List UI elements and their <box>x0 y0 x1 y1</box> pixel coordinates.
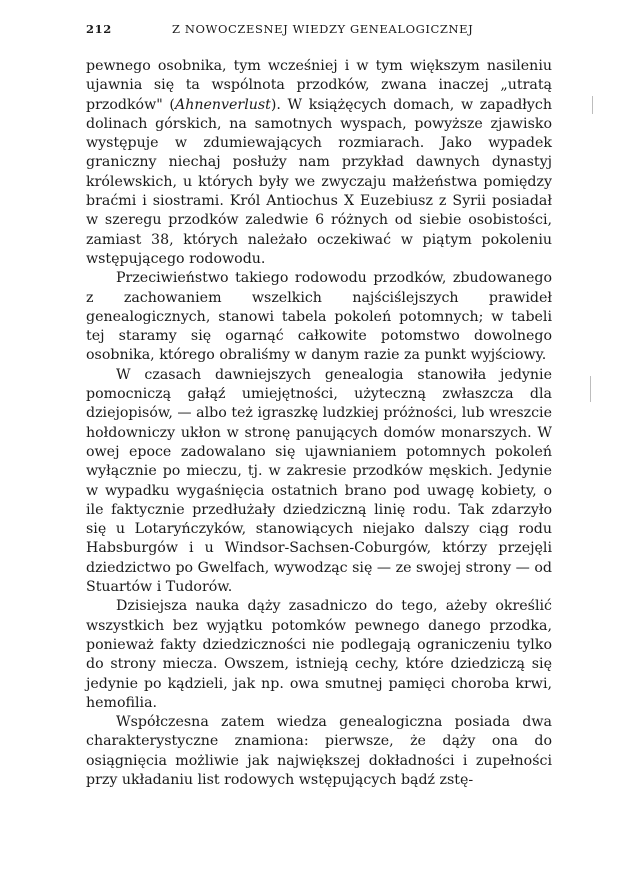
paragraph-1-text-start: pewnego osobnika, tym wcześniej i w tym większym nasileniu ujawnia się ta wspólnota przodków, zwana inaczej „utratą przodków" ( <box>86 58 552 113</box>
page-number: 212 <box>86 22 112 36</box>
margin-scan-mark <box>592 96 593 114</box>
paragraph-4: Dzisiejsza nauka dąży zasadniczo do tego, ażeby określić wszystkich bez wyjątku potomków pewnego danego przodka, ponieważ fakty dziedziczności nie podlegają ograniczeniu tylko do strony miecza. Owszem, istnieją cechy, które dziedziczą się jedynie po kądzieli, jak np. owa smutnej pamięci choroba krwi, hemofilia. <box>86 598 552 711</box>
paragraph-1-text-end: ). W książęcych domach, w zapadłych dolinach górskich, na samotnych wyspach, powyższe zjawisko występuje w zdumiewających rozmiarach. Jako wypadek graniczny niechaj posłuży nam przykład dawnych dynastyj królewskich, u których były we zwyczaju małżeństwa pomiędzy braćmi i siostrami. Król Antiochus X Euzebiusz z Syrii posiadał w szeregu przodków zaledwie 6 różnych od siebie osobistości, zamiast 38, których należało oczekiwać w piątym pokoleniu wstępującego rodowodu. <box>86 96 552 267</box>
running-title: Z NOWOCZESNEJ WIEDZY GENEALOGICZNEJ <box>172 22 474 36</box>
foreign-term-ahnenverlust: Ahnenverlust <box>174 96 271 113</box>
paragraph-2: Przeciwieństwo takiego rodowodu przodków, zbudowanego z zachowaniem wszelkich najściślejszych prawideł genealogicznych, stanowi tabela pokoleń potomnych; w tabeli tej staramy się ogarnąć całkowite potomstwo dowolnego osobnika, którego obraliśmy w danym razie za punkt wyjściowy. <box>86 270 552 364</box>
paragraph-3: W czasach dawniejszych genealogia stanowiła jedynie pomocniczą gałąź umiejętności, użyteczną zwłaszcza dla dziejopisów, — albo też igraszkę ludzkiej próżności, lub wreszcie hołdowniczy ukłon w stronę panujących domów monarszych. W owej epoce zadowalano się ujawnianiem potomnych pokoleń wyłącznie po mieczu, tj. w zakresie przodków męskich. Jedynie w wypadku wygaśnięcia ostatnich brano pod uwagę kobiety, o ile faktycznie przedłużały dziedziczną linię rodu. Tak zdarzyło się u Lotaryńczyków, stanowiących niejako dalszy ciąg rodu Habsburgów i u Windsor-Sachsen-Coburgów, którzy przejęli dziedzictwo po Gwelfach, wywodząc się — ze swojej strony — od Stuartów i Tudorów. <box>86 366 552 596</box>
running-head <box>86 22 552 40</box>
body-text <box>86 57 552 790</box>
margin-scan-mark <box>590 376 591 402</box>
paragraph-5: Współczesna zatem wiedza genealogiczna posiada dwa charakterystyczne znamiona: pierwsze, że dąży ona do osiągnięcia możliwie jak największej dokładności i zupełności przy układaniu list rodowych wstępujących bądź zstę- <box>86 714 552 788</box>
paragraph-1 <box>86 57 552 269</box>
